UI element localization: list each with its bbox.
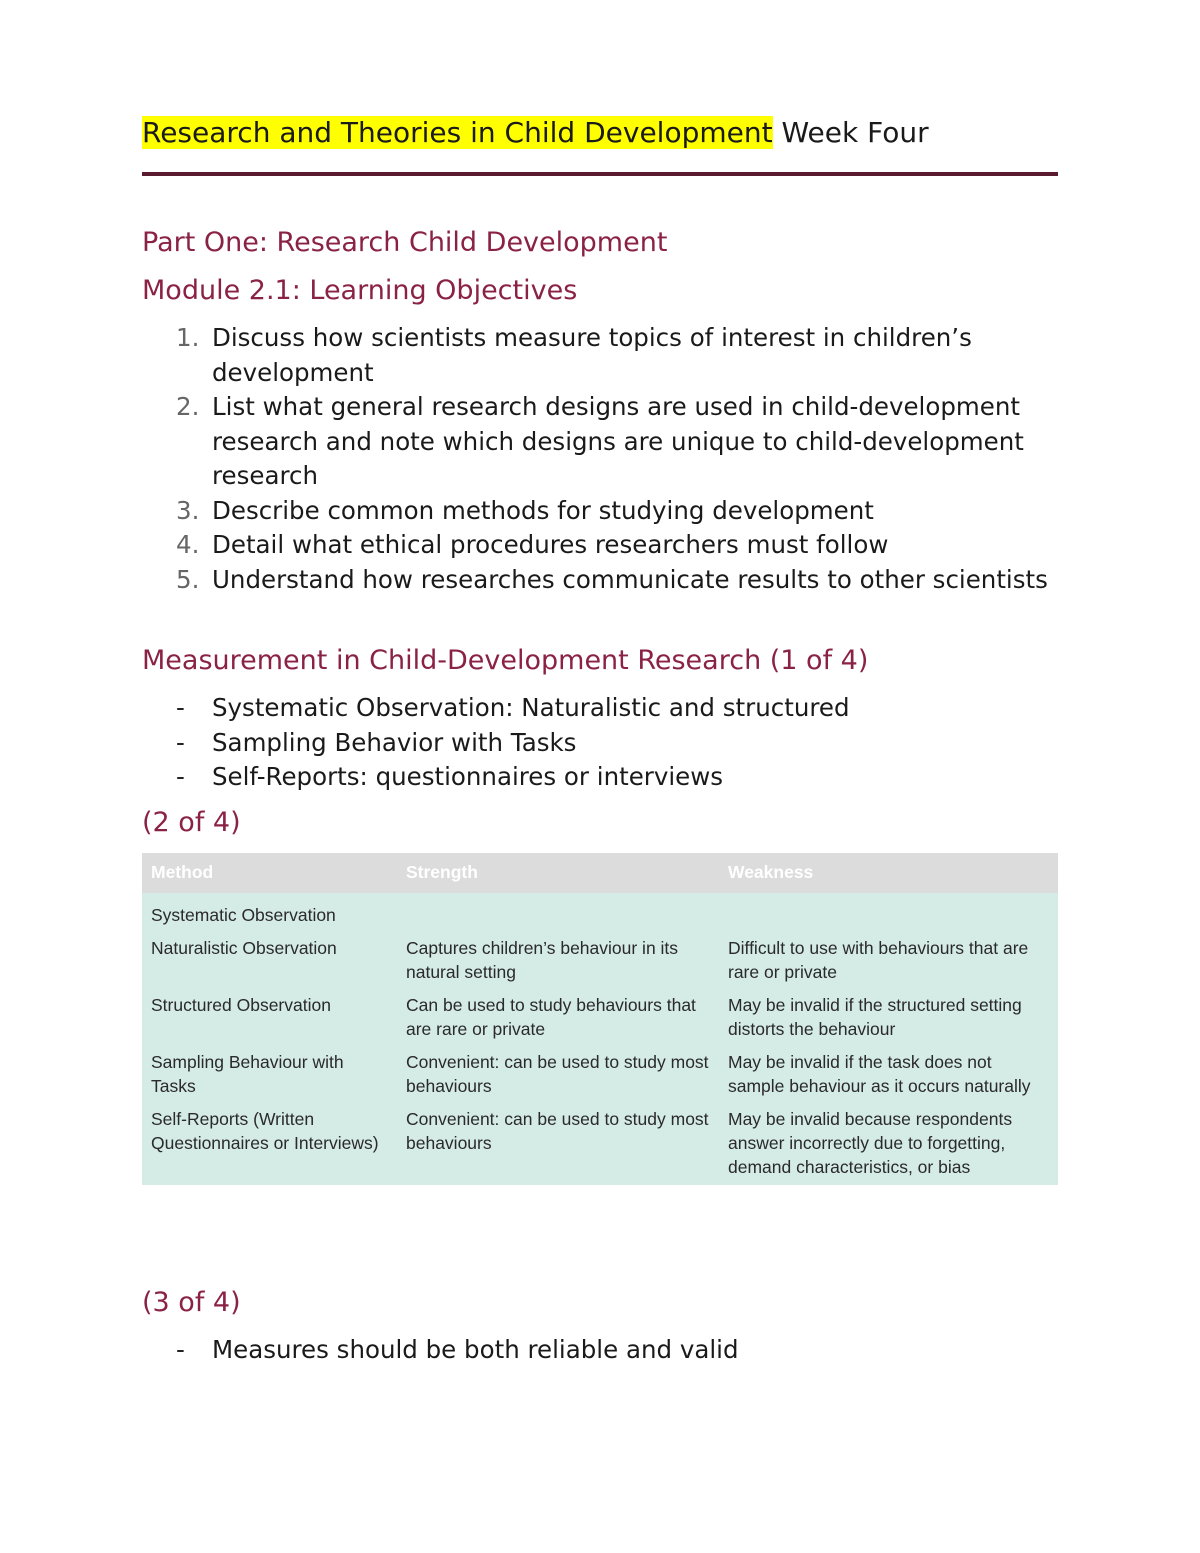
objective-text: List what general research designs are used in child-development research and note which designs are unique to child-development research [212, 392, 1024, 490]
title-divider [142, 172, 1058, 176]
weakness-cell: Difficult to use with behaviours that are rare or private [719, 932, 1058, 989]
method-cell: Naturalistic Observation [142, 932, 397, 989]
weakness-cell: May be invalid if the task does not sample behaviour as it occurs naturally [719, 1046, 1058, 1103]
bullet-dash: - [176, 1335, 185, 1364]
part-three-heading: (3 of 4) [142, 1287, 241, 1318]
bullet-dash: - [176, 727, 185, 757]
objective-item [142, 494, 1058, 529]
weakness-cell [719, 893, 1058, 932]
objective-text: Detail what ethical procedures researchers must follow [212, 530, 889, 559]
table-header-row [142, 853, 1058, 893]
strength-cell: Convenient: can be used to study most behaviours [397, 1103, 719, 1185]
list-item [142, 726, 1058, 761]
column-header-weakness: Weakness [719, 853, 1058, 893]
column-header-method: Method [142, 853, 397, 893]
methods-table [142, 853, 1058, 1185]
part-one-heading: Part One: Research Child Development [142, 227, 668, 258]
objective-item [142, 528, 1058, 563]
objective-text: Describe common methods for studying development [212, 495, 874, 525]
list-number: 2. [176, 392, 200, 421]
table-row [142, 932, 1058, 989]
bullet-text: Self-Reports: questionnaires or interviews [212, 762, 724, 791]
objective-item [142, 563, 1058, 598]
list-item [142, 1333, 1058, 1368]
weakness-cell: May be invalid because respondents answer incorrectly due to forgetting, demand characteristics, or bias [719, 1103, 1058, 1185]
measurement-bullet-list [142, 691, 1058, 795]
list-number: 5. [176, 564, 200, 594]
strength-cell [397, 893, 719, 932]
objective-text: Discuss how scientists measure topics of interest in children’s development [212, 323, 972, 387]
bullet-dash: - [176, 693, 185, 722]
list-number: 1. [176, 323, 200, 352]
weakness-cell: May be invalid if the structured setting distorts the behaviour [719, 989, 1058, 1046]
table-row [142, 893, 1058, 932]
document-title [142, 113, 929, 153]
module-heading: Module 2.1: Learning Objectives [142, 275, 578, 306]
list-item [142, 691, 1058, 726]
measurement-heading: Measurement in Child-Development Research (1 of 4) [142, 645, 869, 676]
title-highlighted-text: Research and Theories in Child Development [142, 116, 773, 149]
bullet-text: Systematic Observation: Naturalistic and structured [212, 693, 850, 722]
bullet-dash: - [176, 762, 185, 791]
method-cell: Self-Reports (Written Questionnaires or Interviews) [142, 1103, 397, 1185]
part-three-bullet-list [142, 1333, 1058, 1368]
list-number: 3. [176, 495, 200, 525]
strength-cell: Captures children’s behaviour in its natural setting [397, 932, 719, 989]
objectives-list [142, 321, 1058, 597]
list-number: 4. [176, 530, 200, 559]
title-suffix: Week Four [772, 116, 929, 149]
objective-item [142, 390, 1058, 494]
bullet-text: Sampling Behavior with Tasks [212, 727, 577, 757]
part-two-heading: (2 of 4) [142, 807, 241, 838]
method-cell: Systematic Observation [142, 893, 397, 932]
table-row [142, 1103, 1058, 1185]
objective-text: Understand how researches communicate results to other scientists [212, 564, 1048, 594]
method-cell: Sampling Behaviour with Tasks [142, 1046, 397, 1103]
bullet-text: Measures should be both reliable and valid [212, 1335, 739, 1364]
table-row [142, 989, 1058, 1046]
column-header-strength: Strength [397, 853, 719, 893]
table-row [142, 1046, 1058, 1103]
strength-cell: Can be used to study behaviours that are rare or private [397, 989, 719, 1046]
objective-item [142, 321, 1058, 390]
strength-cell: Convenient: can be used to study most behaviours [397, 1046, 719, 1103]
method-cell: Structured Observation [142, 989, 397, 1046]
list-item [142, 760, 1058, 795]
